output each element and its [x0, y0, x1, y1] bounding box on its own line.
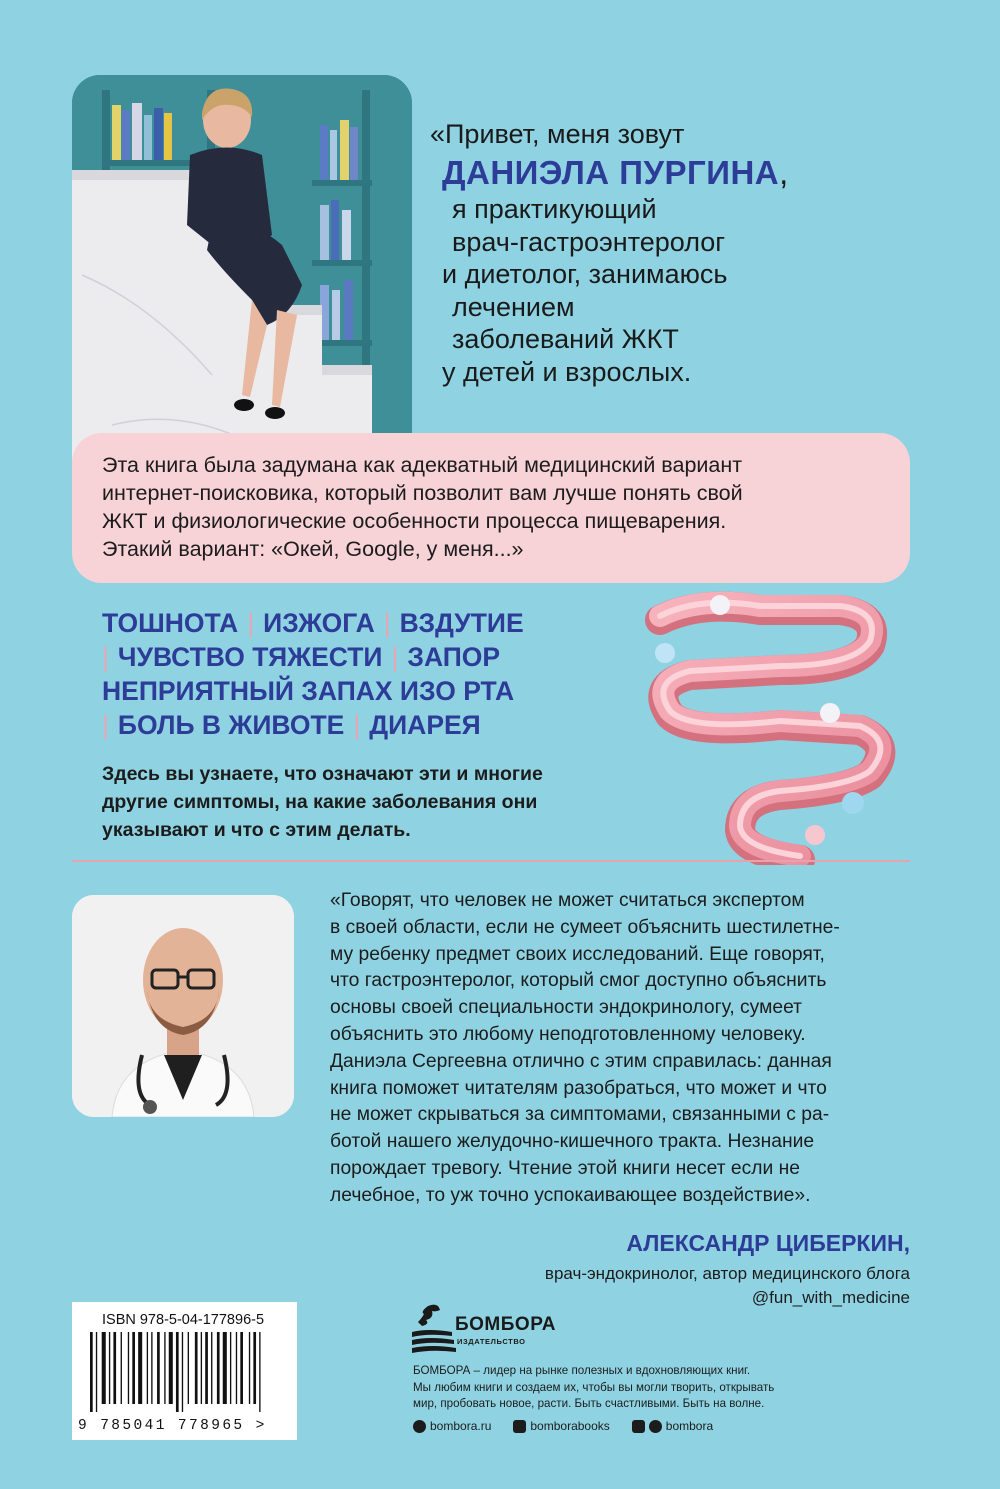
review-line: не может скрываться за симптомами, связанными с ра- [330, 1104, 830, 1126]
barcode-bar [138, 1332, 142, 1404]
separator: | [102, 710, 109, 740]
summary-line: интернет-поисковика, который позволит вам лучше понять свой [102, 481, 743, 505]
barcode-digits: 9 785041 778965 > [78, 1418, 267, 1434]
separator: | [247, 608, 255, 638]
publisher-desc-line: Мы любим книги и создаем их, чтобы вы могли творить, открывать [413, 1380, 775, 1394]
barcode-bar [259, 1332, 260, 1412]
separator: | [391, 642, 399, 672]
symptoms-row [102, 708, 662, 742]
symptom-item: ЗАПОР [407, 642, 501, 672]
barcode-bar [182, 1332, 183, 1412]
barcode-bar [249, 1332, 250, 1404]
barcode-bar [236, 1332, 237, 1404]
barcode-bar [109, 1332, 110, 1404]
barcode-bar [128, 1332, 129, 1404]
publisher-logo-icon [408, 1302, 458, 1354]
symptom-item: БОЛЬ В ЖИВОТЕ [117, 710, 345, 740]
author-intro [430, 118, 850, 388]
barcode-bar [217, 1332, 220, 1404]
barcode-bar [113, 1332, 116, 1404]
barcode-bar [223, 1332, 227, 1404]
intro-line: врач-гастроэнтеролог [452, 226, 726, 257]
intro-line: лечением [452, 291, 575, 322]
reviewer-title: врач-эндокринолог, автор медицинского блога [544, 1264, 910, 1283]
barcode-bar [147, 1332, 148, 1404]
barcode-bar [205, 1332, 208, 1404]
website-icon [413, 1420, 426, 1433]
symptoms-row [102, 606, 662, 640]
separator: | [383, 608, 391, 638]
barcode-bar [121, 1332, 122, 1404]
review-line: объяснить это любому неподготовленному человеку. [330, 1023, 806, 1045]
barcode-bar [157, 1332, 160, 1404]
symptom-item: ВЗДУТИЕ [399, 608, 524, 638]
social-link[interactable]: bombora [665, 1419, 714, 1433]
barcode-bar [132, 1332, 135, 1404]
barcode-bar [253, 1332, 256, 1404]
review-line: основы своей специальности эндокринологу, сумеет [330, 997, 802, 1019]
symptoms-row [102, 640, 662, 674]
review-line: Даниэла Сергеевна отлично с этим справилась: данная [330, 1050, 832, 1072]
publisher-name: БОМБОРА [455, 1314, 556, 1335]
dzen-icon [632, 1420, 645, 1433]
review-line: порождает тревогу. Чтение этой книги несет если не [330, 1157, 800, 1179]
barcode-bar [169, 1332, 173, 1404]
publisher-desc-line: мир, пробовать новое, расти. Быть счастливыми. Быть на волне. [413, 1397, 765, 1410]
book-summary-text [102, 451, 892, 563]
telegram-icon [649, 1420, 662, 1433]
symptom-item: НЕПРИЯТНЫЙ ЗАПАХ ИЗО РТА [102, 676, 515, 706]
barcode-bar [240, 1332, 243, 1404]
publisher-description [413, 1363, 833, 1413]
barcode-bar [102, 1332, 106, 1404]
barcode-bar [151, 1332, 152, 1404]
vk-icon [513, 1420, 526, 1433]
symptom-item: ИЗЖОГА [263, 608, 375, 638]
barcode-bar [176, 1332, 179, 1412]
barcode-bars [90, 1332, 280, 1412]
description-line: другие симптомы, на какие заболевания они [102, 791, 538, 813]
barcode-bar [96, 1332, 97, 1412]
barcode-bar [195, 1332, 198, 1404]
symptom-item: ТОШНОТА [102, 608, 239, 638]
symptoms-row [102, 674, 662, 708]
review-quote [330, 888, 920, 1210]
barcode-bar [230, 1332, 231, 1404]
publisher-socials [413, 1419, 713, 1433]
vk-link[interactable]: bomborabooks [530, 1419, 610, 1433]
reviewer-blog: @fun_with_medicine [751, 1288, 910, 1307]
review-line: книга поможет читателям разобраться, что может и что [330, 1077, 827, 1099]
description-line: указывают и что с этим делать. [102, 819, 411, 841]
reviewer-description [430, 1262, 910, 1310]
review-line: в своей области, если не сумеет объяснить шестилетне- [330, 916, 840, 938]
reviewer-photo [72, 895, 294, 1117]
barcode-bar [90, 1332, 93, 1412]
description-line: Здесь вы узнаете, что означают эти и многие [102, 763, 543, 785]
summary-line: Эта книга была задумана как адекватный медицинский вариант [102, 453, 743, 477]
intro-line: и диетолог, занимаюсь [442, 259, 728, 289]
intro-line: я практикующий [452, 194, 657, 224]
barcode-bar [201, 1332, 202, 1404]
separator: | [102, 642, 109, 672]
review-line: ботой нашего желудочно-кишечного тракта. Незнание [330, 1131, 815, 1153]
intro-line: «Привет, меня зовут [430, 119, 685, 149]
intro-line: заболеваний ЖКТ [452, 324, 679, 354]
barcode-bar [164, 1332, 165, 1404]
publisher-subtitle: ИЗДАТЕЛЬСТВО [457, 1337, 526, 1346]
review-line: «Говорят, что человек не может считаться экспертом [330, 890, 805, 911]
section-divider [72, 860, 910, 862]
review-line: что гастроэнтеролог, который смог доступно объяснить [330, 970, 827, 992]
website-link[interactable]: bombora.ru [430, 1419, 492, 1433]
isbn-label: ISBN 978-5-04-177896-5 [102, 1312, 265, 1328]
reviewer-name: АЛЕКСАНДР ЦИБЕРКИН, [626, 1230, 910, 1256]
symptoms-list [102, 606, 662, 742]
summary-line: ЖКТ и физиологические особенности процесса пищеварения. [102, 509, 727, 533]
intro-line: у детей и взрослых. [442, 356, 692, 387]
intestine-illustration [630, 590, 900, 865]
symptom-item: ЧУВСТВО ТЯЖЕСТИ [117, 642, 383, 672]
author-name: ДАНИЭЛА ПУРГИНА, [442, 153, 789, 191]
separator: | [353, 710, 361, 740]
barcode-bar [211, 1332, 212, 1404]
symptom-item: ДИАРЕЯ [369, 710, 481, 740]
review-line: лечебное, то уж точно успокаивающее воздействие». [330, 1184, 811, 1206]
summary-line: Этакий вариант: «Окей, Google, у меня...» [102, 537, 524, 561]
review-line: му ребенку предмет своих исследований. Еще говорят, [330, 943, 825, 965]
symptoms-description [102, 760, 642, 844]
publisher-desc-line: БОМБОРА – лидер на рынке полезных и вдохновляющих книг. [413, 1364, 751, 1377]
barcode-bar [188, 1332, 189, 1404]
